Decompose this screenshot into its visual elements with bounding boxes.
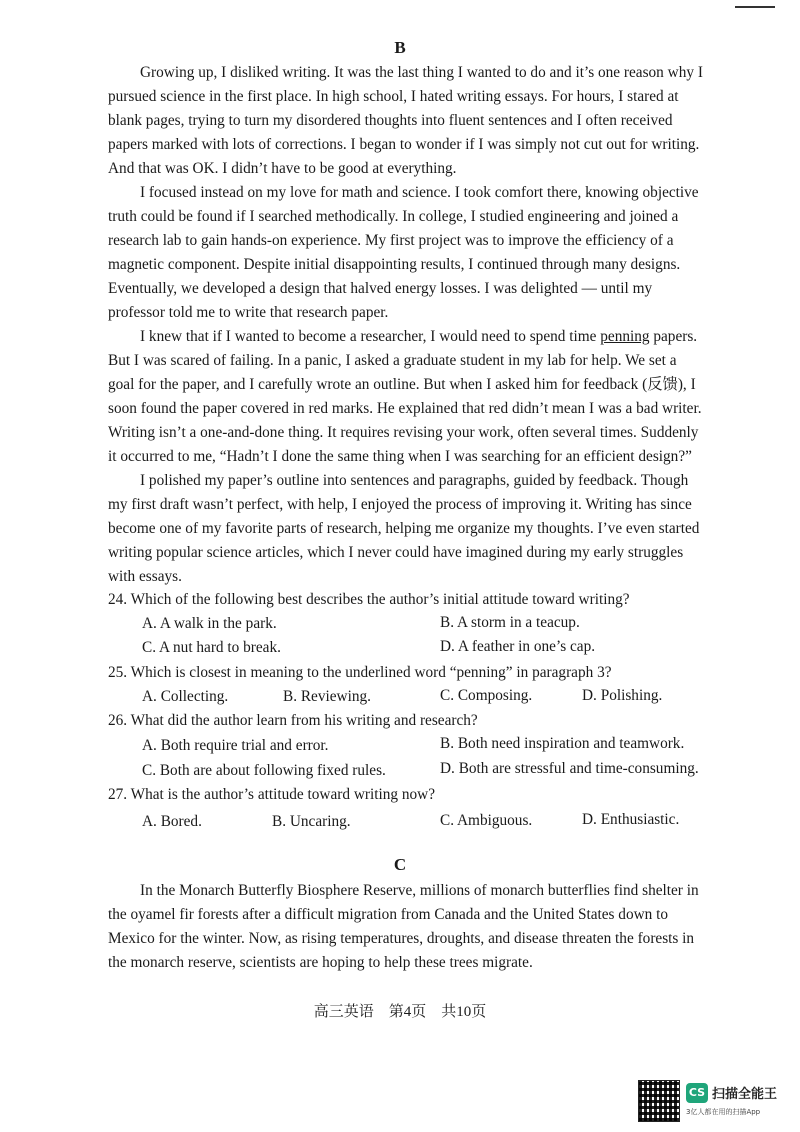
passage-b-line: become one of my favorite parts of research, helping me organize my thoughts. I’ve even started <box>108 520 700 537</box>
option-25-b[interactable]: B. Reviewing. <box>283 688 371 705</box>
option-26-c[interactable]: C. Both are about following fixed rules. <box>142 762 386 779</box>
passage-c-line: the oyamel fir forests after a difficult migration from Canada and the United States down to <box>108 906 669 923</box>
option-25-a[interactable]: A. Collecting. <box>142 688 229 705</box>
section-c-heading: C <box>393 855 407 874</box>
question-26: 26. What did the author learn from his writing and research? <box>108 712 478 729</box>
passage-b-line: Writing isn’t a one-and-done thing. It requires revising your work, often several times. Suddenly <box>108 424 699 441</box>
option-26-a[interactable]: A. Both require trial and error. <box>142 737 329 754</box>
passage-b-line: my first draft wasn’t perfect, with help, I enjoyed the process of improving it. Writing has since <box>108 496 692 513</box>
option-26-b[interactable]: B. Both need inspiration and teamwork. <box>440 735 685 752</box>
option-25-d[interactable]: D. Polishing. <box>582 687 663 704</box>
qr-code-icon <box>638 1080 680 1122</box>
passage-b-line: I polished my paper’s outline into sentences and paragraphs, guided by feedback. Though <box>140 472 689 489</box>
passage-b-line: writing popular science articles, which I never could have imagined during my early struggles <box>108 544 684 561</box>
passage-b-line <box>140 325 800 349</box>
camscanner-logo-icon: CS <box>686 1083 708 1103</box>
question-24: 24. Which of the following best describes the author’s initial attitude toward writing? <box>108 591 630 608</box>
option-27-b[interactable]: B. Uncaring. <box>272 813 351 830</box>
option-27-d[interactable]: D. Enthusiastic. <box>582 811 680 828</box>
passage-b-line: blank pages, trying to turn my disordered thoughts into fluent sentences and I often received <box>108 112 673 129</box>
scanner-watermark <box>638 1080 788 1124</box>
underlined-word: penning <box>600 328 650 345</box>
passage-c-line: Mexico for the winter. Now, as rising temperatures, droughts, and disease threaten the forests in <box>108 930 695 947</box>
page-footer: 高三英语 第4页 共10页 <box>313 1004 487 1020</box>
option-24-b[interactable]: B. A storm in a teacup. <box>440 614 580 631</box>
option-27-a[interactable]: A. Bored. <box>142 813 202 830</box>
passage-b-line: with essays. <box>108 568 182 585</box>
passage-b-line: Growing up, I disliked writing. It was the last thing I wanted to do and it’s one reason why I <box>140 64 703 81</box>
option-26-d[interactable]: D. Both are stressful and time-consuming. <box>440 760 699 777</box>
text-before-underline: I knew that if I wanted to become a researcher, I would need to spend time <box>140 328 601 345</box>
passage-c-line: the monarch reserve, scientists are hoping to help these trees migrate. <box>108 954 533 971</box>
section-b-heading: B <box>394 38 406 57</box>
passage-b-line: research lab to gain hands-on experience. My first project was to improve the efficiency of a <box>108 232 674 249</box>
passage-b-line: I focused instead on my love for math and science. I took comfort there, knowing objective <box>140 184 699 201</box>
passage-b-line: it occurred to me, “Hadn’t I done the same thing when I was searching for an efficient design?” <box>108 448 692 465</box>
option-24-a[interactable]: A. A walk in the park. <box>142 615 277 632</box>
question-27: 27. What is the author’s attitude toward writing now? <box>108 786 435 803</box>
passage-b-line: Eventually, we developed a design that halved energy losses. I was delighted — until my <box>108 280 653 297</box>
passage-b-line: professor told me to write that research paper. <box>108 304 389 321</box>
text-after-underline: papers. <box>649 328 698 345</box>
scanner-app-name: 扫描全能王 <box>712 1087 778 1102</box>
passage-b-line: But I was scared of failing. In a panic, I asked a graduate student in my lab for help. We set a <box>108 352 677 369</box>
scan-mark <box>735 6 775 8</box>
passage-b-line: magnetic component. Despite initial disappointing results, I continued through many designs. <box>108 256 681 273</box>
option-25-c[interactable]: C. Composing. <box>440 687 533 704</box>
question-25: 25. Which is closest in meaning to the underlined word “penning” in paragraph 3? <box>108 664 612 681</box>
passage-b-line: And that was OK. I didn’t have to be good at everything. <box>108 160 457 177</box>
passage-b-line: truth could be found if I searched methodically. In college, I studied engineering and joined a <box>108 208 679 225</box>
scanner-tagline: 3亿人都在用的扫描App <box>686 1108 761 1116</box>
option-27-c[interactable]: C. Ambiguous. <box>440 812 533 829</box>
passage-c-line: In the Monarch Butterfly Biosphere Reserve, millions of monarch butterflies find shelter in <box>140 882 699 899</box>
option-24-d[interactable]: D. A feather in one’s cap. <box>440 638 596 655</box>
passage-b-line: pursued science in the first place. In high school, I hated writing essays. For hours, I stared at <box>108 88 679 105</box>
passage-b-line: papers marked with lots of corrections. I began to wonder if I was simply not cut out for writing. <box>108 136 700 153</box>
passage-b-line: soon found the paper covered in red marks. He explained that red didn’t mean I was a bad writer. <box>108 400 702 417</box>
option-24-c[interactable]: C. A nut hard to break. <box>142 639 281 656</box>
passage-b-line: goal for the paper, and I carefully wrote an outline. But when I asked him for feedback (反馈), I <box>108 376 696 393</box>
